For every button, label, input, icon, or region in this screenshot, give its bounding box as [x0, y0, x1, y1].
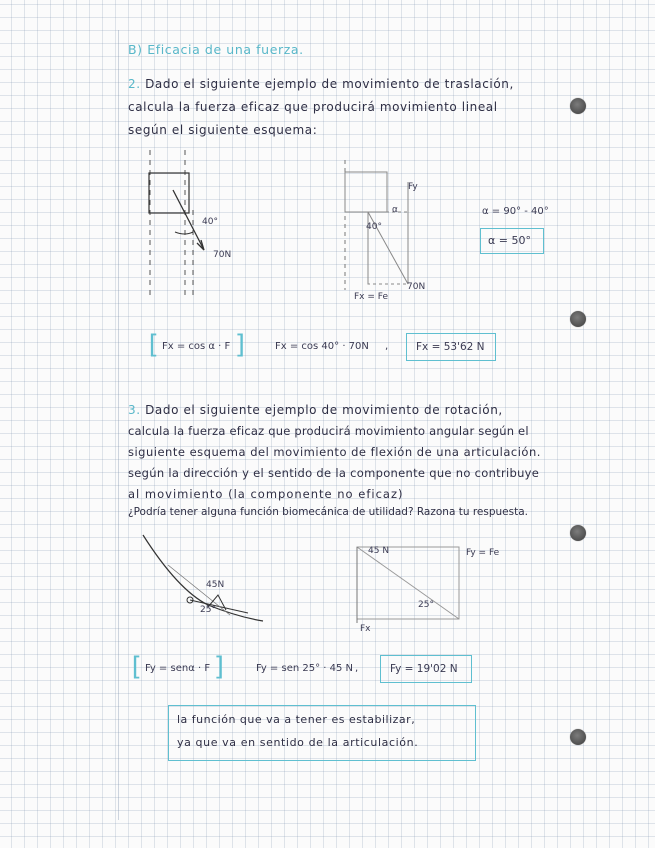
alpha-result: α = 50° [488, 234, 531, 247]
binder-hole [570, 525, 586, 541]
bracket-right: ] [233, 330, 249, 360]
q2-result: Fx = 53'62 N [416, 341, 485, 353]
q3-right-angle-label: 25° [418, 600, 434, 610]
q3-line-1 [128, 403, 503, 417]
q2-line-3: según el siguiente esquema: [128, 123, 318, 137]
binder-hole [570, 98, 586, 114]
q3-substitution: Fy = sen 25° · 45 N [256, 663, 354, 674]
q2-left-angle-label: 40° [202, 217, 218, 227]
section-title: B) Eficacia de una fuerza. [128, 42, 304, 57]
q2-text-1: Dado el siguiente ejemplo de movimiento de traslación, [145, 77, 514, 91]
bracket-right: ] [212, 652, 228, 682]
q2-right-fx-label: Fx = Fe [354, 292, 388, 302]
q3-line-3: siguiente esquema del movimiento de flexión de una articulación. [128, 445, 541, 459]
bracket-left: [ [128, 652, 144, 682]
q3-left-angle-label: 25° [200, 605, 216, 615]
q3-diagram-right [352, 545, 462, 625]
q2-comma: , [385, 341, 389, 352]
q3-line-5: al movimiento (la componente no eficaz) [128, 487, 404, 501]
q2-left-force-label: 70N [213, 250, 232, 260]
binder-hole [570, 311, 586, 327]
q2-diagram-left [135, 150, 255, 300]
q3-right-force-label: 45 N [368, 546, 390, 556]
binder-hole [570, 729, 586, 745]
q3-formula: Fy = senα · F [145, 663, 211, 674]
bracket-left: [ [145, 330, 161, 360]
q3-line-2: calcula la fuerza eficaz que producirá movimiento angular según el [128, 424, 529, 438]
q3-line-6: ¿Podría tener alguna función biomecánica de utilidad? Razona tu respuesta. [128, 506, 528, 518]
alpha-symbol: α [392, 205, 398, 215]
q2-diagram-right [340, 160, 450, 310]
q2-right-angle-label: 40° [366, 222, 382, 232]
q3-comma: , [355, 663, 359, 674]
q3-right-fx-label: Fx [360, 624, 371, 634]
q2-right-force-label: 70N [407, 282, 426, 292]
q3-left-force-label: 45N [206, 580, 225, 590]
answer-line-1: la función que va a tener es estabilizar, [177, 713, 416, 726]
answer-line-2: ya que va en sentido de la articulación. [177, 736, 419, 749]
q2-right-fy-label: Fy [408, 182, 418, 192]
q3-line-4: según la dirección y el sentido de la componente que no contribuye [128, 466, 540, 480]
q2-number: 2. [128, 77, 141, 91]
q2-substitution: Fx = cos 40° · 70N [275, 341, 369, 352]
q3-number: 3. [128, 403, 141, 417]
q3-text-1: Dado el siguiente ejemplo de movimiento de rotación, [145, 403, 503, 417]
q2-line-2: calcula la fuerza eficaz que producirá movimiento lineal [128, 100, 498, 114]
q2-line-1 [128, 77, 514, 91]
alpha-calculation: α = 90° - 40° [482, 206, 549, 217]
q3-result: Fy = 19'02 N [390, 663, 458, 675]
q2-formula: Fx = cos α · F [162, 341, 231, 352]
margin-line [118, 30, 119, 820]
q3-right-fy-label: Fy = Fe [466, 548, 500, 558]
